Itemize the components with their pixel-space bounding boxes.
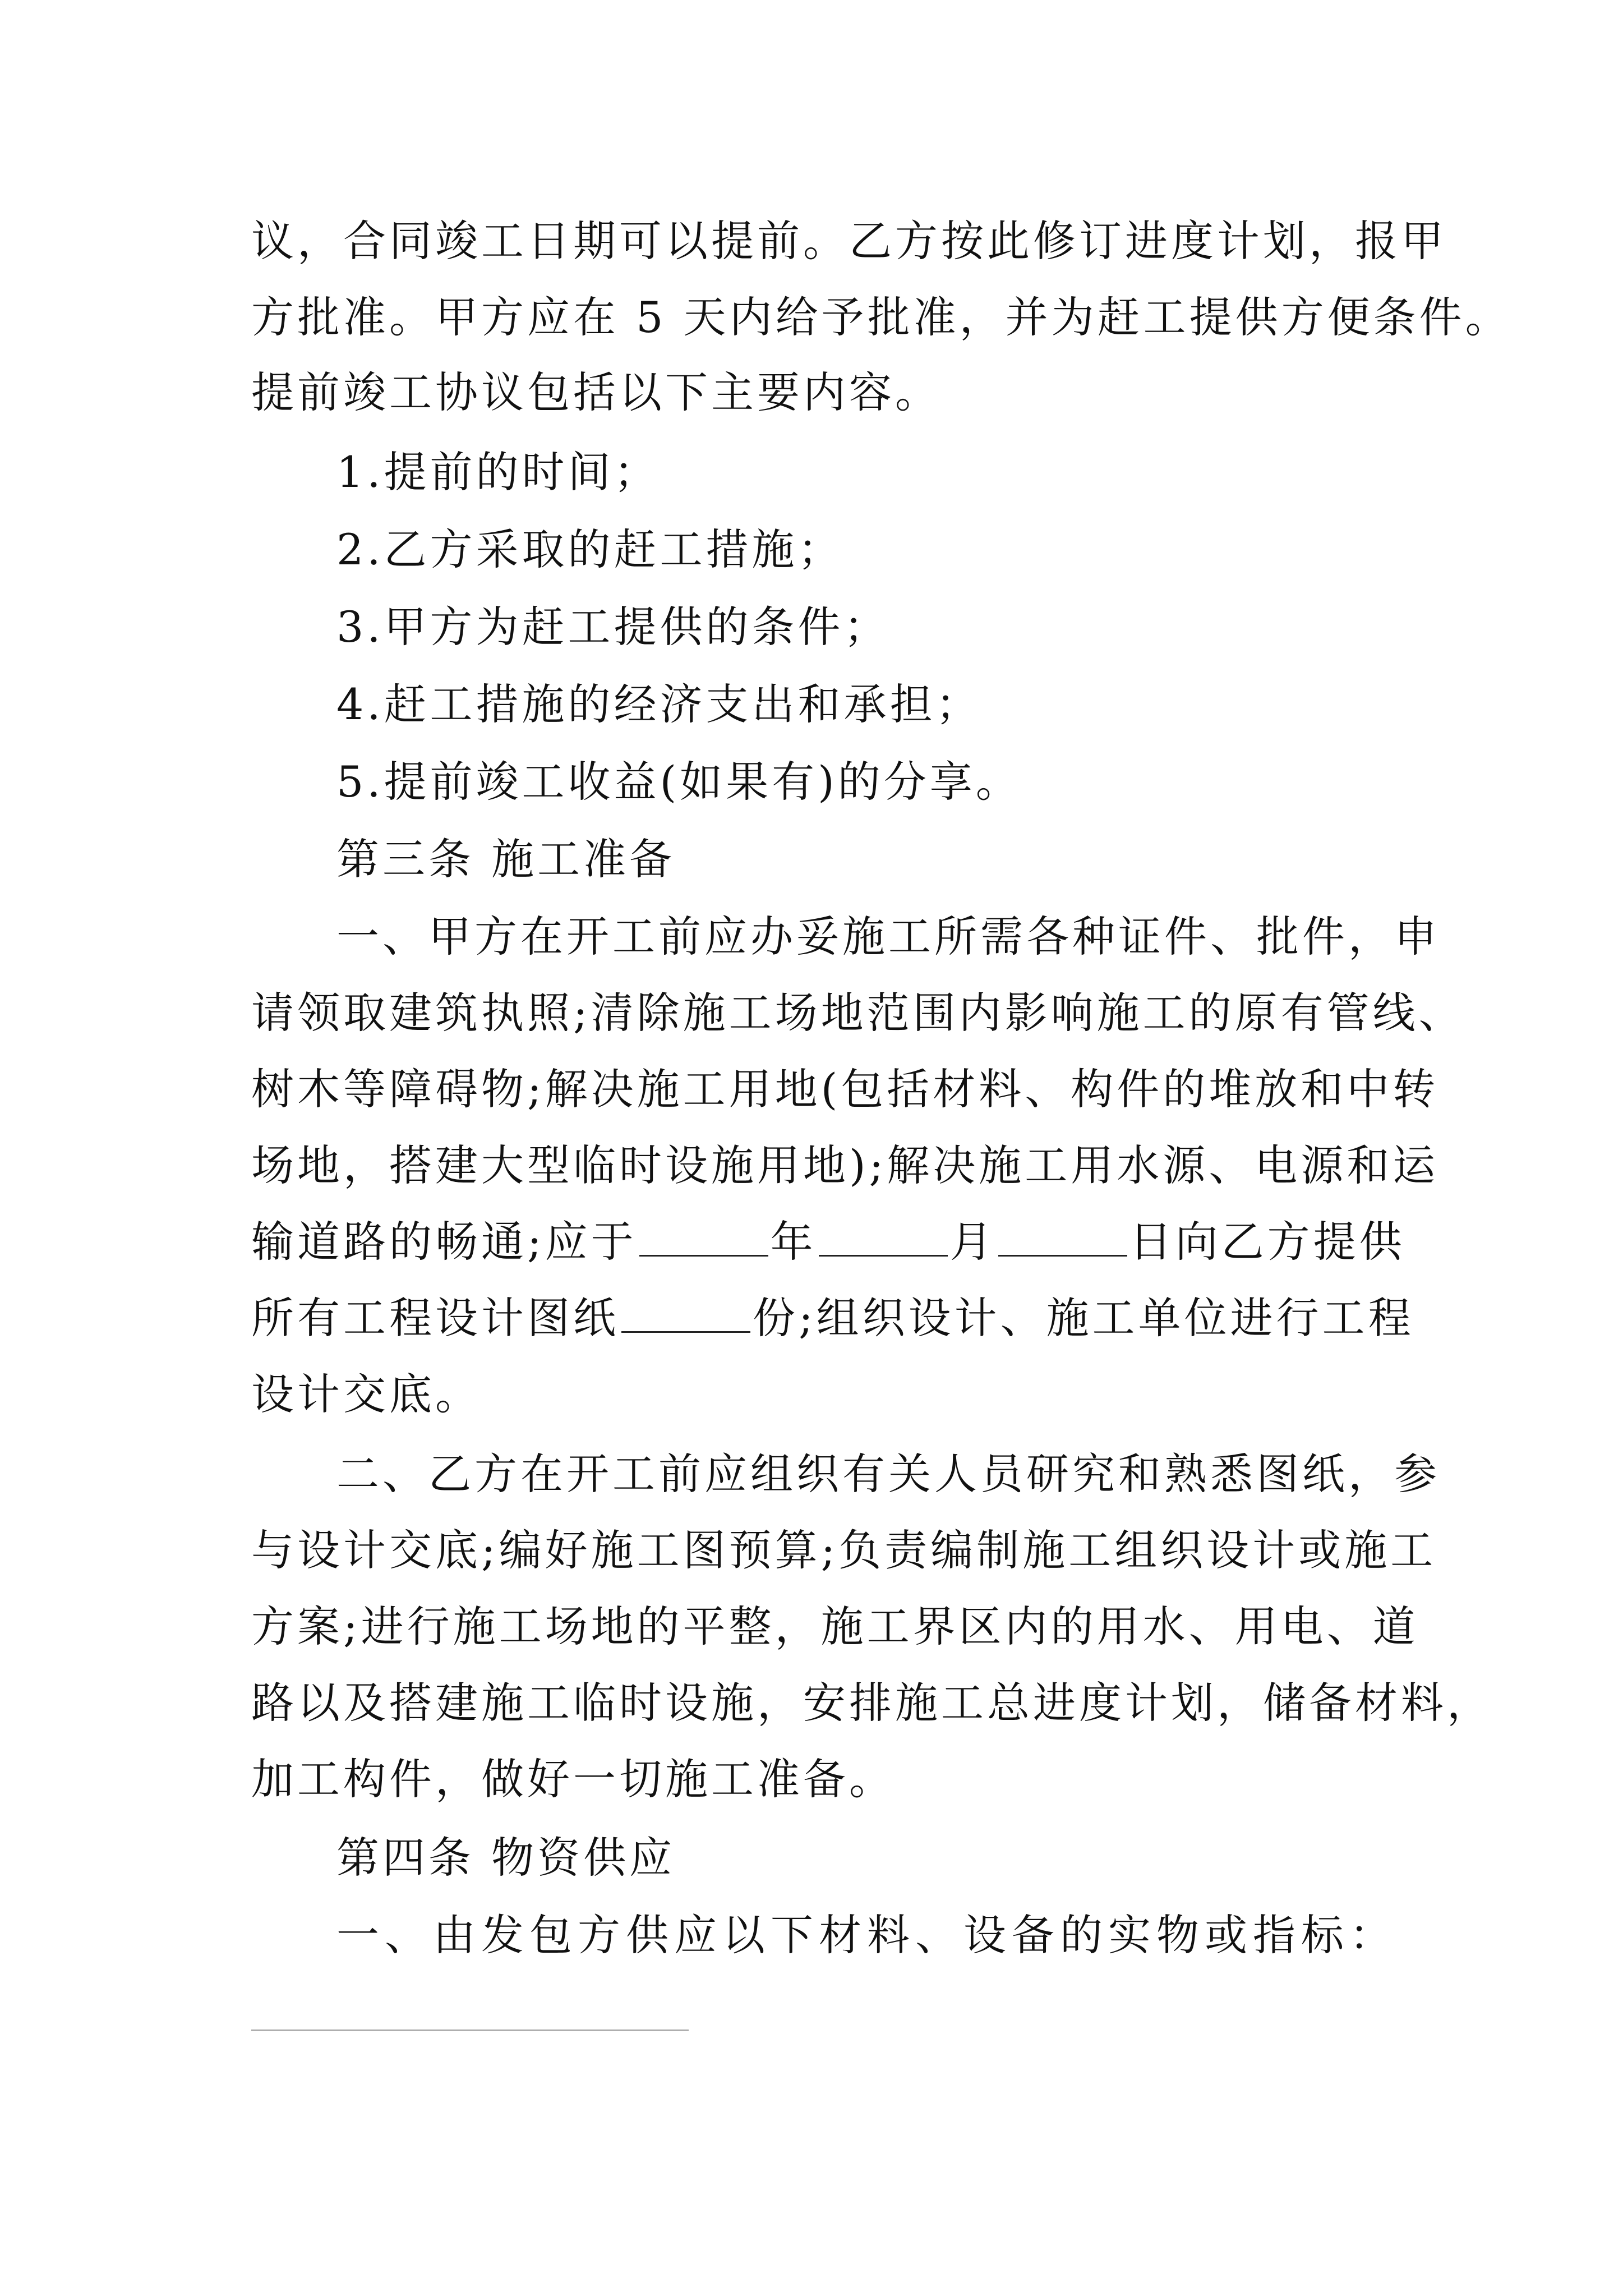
- paragraph-line: 议，合同竣工日期可以提前。乙方按此修订进度计划，报甲: [251, 216, 1447, 266]
- paragraph-line: 请领取建筑执照;清除施工场地范围内影响施工的原有管线、: [251, 988, 1465, 1038]
- paragraph-line: 加工构件，做好一切施工准备。: [251, 1754, 895, 1804]
- text-segment: 所有工程设计图纸: [251, 1293, 619, 1343]
- paragraph-line-with-blanks: [251, 1290, 1414, 1346]
- list-item: 4.赶工措施的经济支出和承担；: [336, 679, 982, 729]
- text-segment: 日向乙方提供: [1129, 1217, 1405, 1267]
- list-item: 5.提前竣工收益(如果有)的分享。: [336, 757, 1022, 807]
- text-segment: 输道路的畅通;应于: [251, 1217, 637, 1267]
- paragraph-line: 一、甲方在开工前应办妥施工所需各种证件、批件，申: [336, 912, 1440, 961]
- list-item: 3.甲方为赶工提供的条件；: [336, 602, 890, 652]
- section-heading: 第四条 物资供应: [336, 1833, 676, 1883]
- text-segment: 年: [770, 1217, 817, 1267]
- list-item: 2.乙方采取的赶工措施；: [336, 524, 844, 574]
- paragraph-line: 方案;进行施工场地的平整，施工界区内的用水、用电、道: [251, 1602, 1419, 1651]
- text-segment: 份;组织设计、施工单位进行工程: [753, 1293, 1414, 1343]
- fill-blank: [621, 1292, 750, 1333]
- list-item: 1.提前的时间；: [336, 447, 660, 497]
- paragraph-line: 树木等障碍物;解决施工用地(包括材料、构件的堆放和中转: [251, 1064, 1439, 1114]
- section-heading: 第三条 施工准备: [336, 834, 676, 884]
- fill-blank: [639, 1216, 768, 1257]
- paragraph-line: 设计交底。: [251, 1369, 481, 1419]
- paragraph-line: 与设计交底;编好施工图预算;负责编制施工组织设计或施工: [251, 1525, 1437, 1575]
- paragraph-line-with-blanks: [251, 1214, 1405, 1270]
- fill-blank: [819, 1216, 948, 1257]
- paragraph-line: 方批准。甲方应在 5 天内给予批准，并为赶工提供方便条件。: [251, 292, 1511, 342]
- text-segment: 月: [949, 1217, 996, 1267]
- fill-blank: [998, 1216, 1127, 1257]
- paragraph-line: 一、由发包方供应以下材料、设备的实物或指标：: [336, 1910, 1398, 1960]
- paragraph-line: 路以及搭建施工临时设施，安排施工总进度计划，储备材料，: [251, 1678, 1493, 1728]
- paragraph-line: 场地，搭建大型临时设施用地);解决施工用水源、电源和运: [251, 1140, 1439, 1190]
- footnote-separator: [251, 2030, 689, 2031]
- paragraph-line: 提前竣工协议包括以下主要内容。: [251, 367, 941, 417]
- paragraph-line: 二、乙方在开工前应组织有关人员研究和熟悉图纸，参: [336, 1449, 1440, 1499]
